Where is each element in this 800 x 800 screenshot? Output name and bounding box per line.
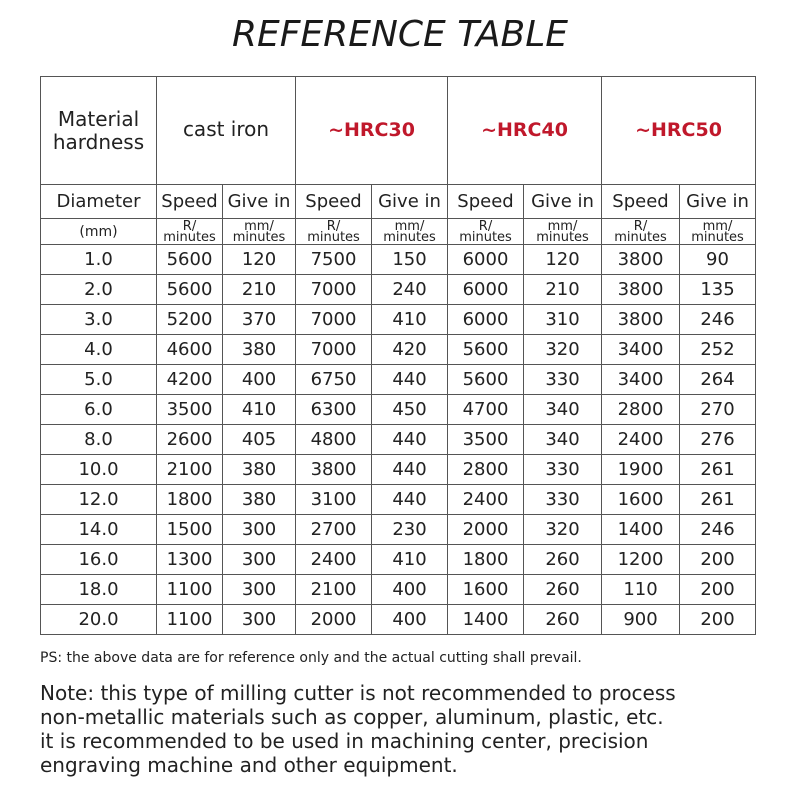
cell-cast-iron-give-in: 400 <box>223 365 296 395</box>
cell-hrc50-give-in: 246 <box>680 305 756 335</box>
give-in-header: Give in <box>372 185 448 219</box>
ps-footnote: PS: the above data are for reference only and the actual cutting shall prevail. <box>40 650 582 666</box>
table-row <box>41 605 756 635</box>
cell-hrc30-give-in: 240 <box>372 275 448 305</box>
group-header-hrc40: ~HRC40 <box>448 77 602 185</box>
cell-hrc40-speed: 2000 <box>448 515 524 545</box>
cell-diameter: 1.0 <box>41 245 157 275</box>
cell-hrc40-give-in: 120 <box>524 245 602 275</box>
cell-hrc30-give-in: 420 <box>372 335 448 365</box>
cell-diameter: 12.0 <box>41 485 157 515</box>
cell-hrc40-give-in: 260 <box>524 605 602 635</box>
cell-cast-iron-give-in: 300 <box>223 515 296 545</box>
cell-hrc30-give-in: 450 <box>372 395 448 425</box>
cell-hrc50-give-in: 276 <box>680 425 756 455</box>
cell-hrc40-give-in: 330 <box>524 485 602 515</box>
table-row <box>41 305 756 335</box>
cell-diameter: 5.0 <box>41 365 157 395</box>
cell-cast-iron-speed: 3500 <box>157 395 223 425</box>
give-in-header: Give in <box>524 185 602 219</box>
table-row <box>41 425 756 455</box>
reference-table <box>40 76 756 635</box>
table-header-row <box>41 77 756 185</box>
cell-hrc30-speed: 2400 <box>296 545 372 575</box>
give-in-unit: mm/ minutes <box>223 219 296 245</box>
cell-hrc30-give-in: 410 <box>372 305 448 335</box>
cell-hrc50-give-in: 252 <box>680 335 756 365</box>
cell-hrc40-speed: 1600 <box>448 575 524 605</box>
page-title: REFERENCE TABLE <box>231 14 569 55</box>
cell-hrc50-speed: 900 <box>602 605 680 635</box>
cell-hrc30-give-in: 440 <box>372 455 448 485</box>
cell-hrc30-give-in: 440 <box>372 365 448 395</box>
speed-header: Speed <box>602 185 680 219</box>
table-unit-row <box>41 219 756 245</box>
cell-cast-iron-speed: 1100 <box>157 575 223 605</box>
cell-hrc50-speed: 3800 <box>602 305 680 335</box>
cell-hrc30-speed: 3100 <box>296 485 372 515</box>
note-paragraph <box>40 681 780 777</box>
cell-hrc50-speed: 1900 <box>602 455 680 485</box>
cell-hrc40-give-in: 260 <box>524 545 602 575</box>
cell-hrc30-give-in: 440 <box>372 425 448 455</box>
cell-hrc30-give-in: 150 <box>372 245 448 275</box>
cell-hrc50-speed: 3400 <box>602 335 680 365</box>
cell-diameter: 3.0 <box>41 305 157 335</box>
cell-diameter: 2.0 <box>41 275 157 305</box>
table-subheader-row <box>41 185 756 219</box>
cell-hrc30-give-in: 400 <box>372 605 448 635</box>
cell-cast-iron-speed: 2600 <box>157 425 223 455</box>
cell-hrc40-give-in: 340 <box>524 395 602 425</box>
cell-cast-iron-give-in: 120 <box>223 245 296 275</box>
cell-hrc30-speed: 6300 <box>296 395 372 425</box>
cell-hrc50-give-in: 200 <box>680 575 756 605</box>
cell-hrc50-give-in: 200 <box>680 545 756 575</box>
cell-hrc40-give-in: 320 <box>524 515 602 545</box>
cell-diameter: 18.0 <box>41 575 157 605</box>
cell-cast-iron-give-in: 210 <box>223 275 296 305</box>
group-header-cast-iron: cast iron <box>157 77 296 185</box>
cell-hrc40-give-in: 320 <box>524 335 602 365</box>
cell-hrc30-speed: 7500 <box>296 245 372 275</box>
cell-cast-iron-give-in: 405 <box>223 425 296 455</box>
note-line: it is recommended to be used in machining center, precision <box>40 729 649 753</box>
cell-cast-iron-give-in: 380 <box>223 485 296 515</box>
give-in-header: Give in <box>680 185 756 219</box>
cell-hrc50-speed: 1600 <box>602 485 680 515</box>
cell-hrc40-speed: 2400 <box>448 485 524 515</box>
speed-header: Speed <box>157 185 223 219</box>
cell-cast-iron-give-in: 380 <box>223 335 296 365</box>
table-row <box>41 365 756 395</box>
note-line: Note: this type of milling cutter is not recommended to process <box>40 681 676 705</box>
note-line: non-metallic materials such as copper, aluminum, plastic, etc. <box>40 705 664 729</box>
cell-hrc50-give-in: 261 <box>680 455 756 485</box>
cell-hrc30-give-in: 440 <box>372 485 448 515</box>
cell-hrc40-give-in: 210 <box>524 275 602 305</box>
table-row <box>41 455 756 485</box>
group-header-hrc50: ~HRC50 <box>602 77 756 185</box>
cell-cast-iron-give-in: 380 <box>223 455 296 485</box>
speed-unit: R/ minutes <box>448 219 524 245</box>
cell-hrc30-speed: 2700 <box>296 515 372 545</box>
cell-hrc40-give-in: 330 <box>524 455 602 485</box>
cell-hrc50-speed: 2800 <box>602 395 680 425</box>
cell-cast-iron-speed: 4600 <box>157 335 223 365</box>
cell-hrc30-give-in: 230 <box>372 515 448 545</box>
cell-hrc40-speed: 5600 <box>448 335 524 365</box>
cell-hrc50-give-in: 270 <box>680 395 756 425</box>
table-row <box>41 395 756 425</box>
cell-hrc50-speed: 1400 <box>602 515 680 545</box>
speed-unit: R/ minutes <box>296 219 372 245</box>
cell-hrc50-give-in: 261 <box>680 485 756 515</box>
cell-hrc30-speed: 2000 <box>296 605 372 635</box>
cell-cast-iron-speed: 4200 <box>157 365 223 395</box>
cell-hrc50-speed: 110 <box>602 575 680 605</box>
cell-cast-iron-give-in: 300 <box>223 575 296 605</box>
cell-hrc40-speed: 1400 <box>448 605 524 635</box>
table-row <box>41 485 756 515</box>
cell-hrc50-give-in: 200 <box>680 605 756 635</box>
give-in-unit: mm/ minutes <box>680 219 756 245</box>
cell-hrc30-speed: 6750 <box>296 365 372 395</box>
cell-hrc40-give-in: 260 <box>524 575 602 605</box>
cell-diameter: 14.0 <box>41 515 157 545</box>
cell-cast-iron-speed: 5600 <box>157 245 223 275</box>
give-in-header: Give in <box>223 185 296 219</box>
cell-hrc40-speed: 2800 <box>448 455 524 485</box>
cell-cast-iron-give-in: 300 <box>223 605 296 635</box>
cell-hrc40-give-in: 330 <box>524 365 602 395</box>
table-row <box>41 515 756 545</box>
hardness-label: hardness <box>52 129 145 154</box>
cell-hrc50-speed: 2400 <box>602 425 680 455</box>
cell-hrc30-speed: 4800 <box>296 425 372 455</box>
cell-hrc40-speed: 6000 <box>448 245 524 275</box>
cell-hrc30-speed: 2100 <box>296 575 372 605</box>
cell-hrc40-speed: 5600 <box>448 365 524 395</box>
cell-cast-iron-speed: 5200 <box>157 305 223 335</box>
cell-hrc30-speed: 3800 <box>296 455 372 485</box>
cell-hrc40-speed: 1800 <box>448 545 524 575</box>
give-in-unit: mm/ minutes <box>372 219 448 245</box>
table-row <box>41 545 756 575</box>
cell-cast-iron-speed: 1100 <box>157 605 223 635</box>
cell-cast-iron-give-in: 300 <box>223 545 296 575</box>
cell-cast-iron-speed: 1500 <box>157 515 223 545</box>
cell-hrc50-speed: 3800 <box>602 245 680 275</box>
cell-diameter: 4.0 <box>41 335 157 365</box>
cell-cast-iron-speed: 1800 <box>157 485 223 515</box>
cell-hrc50-speed: 3800 <box>602 275 680 305</box>
cell-hrc50-give-in: 135 <box>680 275 756 305</box>
cell-hrc40-give-in: 310 <box>524 305 602 335</box>
speed-header: Speed <box>448 185 524 219</box>
material-label: Material <box>57 106 140 131</box>
table-row <box>41 245 756 275</box>
table-row <box>41 275 756 305</box>
cell-hrc50-give-in: 90 <box>680 245 756 275</box>
cell-diameter: 10.0 <box>41 455 157 485</box>
cell-diameter: 20.0 <box>41 605 157 635</box>
cell-cast-iron-speed: 1300 <box>157 545 223 575</box>
cell-hrc40-speed: 6000 <box>448 305 524 335</box>
cell-hrc30-speed: 7000 <box>296 335 372 365</box>
cell-hrc40-give-in: 340 <box>524 425 602 455</box>
cell-hrc30-speed: 7000 <box>296 275 372 305</box>
cell-diameter: 16.0 <box>41 545 157 575</box>
cell-hrc50-speed: 1200 <box>602 545 680 575</box>
cell-hrc50-give-in: 264 <box>680 365 756 395</box>
cell-cast-iron-speed: 5600 <box>157 275 223 305</box>
cell-cast-iron-give-in: 370 <box>223 305 296 335</box>
cell-cast-iron-speed: 2100 <box>157 455 223 485</box>
give-in-unit: mm/ minutes <box>524 219 602 245</box>
speed-unit: R/ minutes <box>157 219 223 245</box>
cell-hrc40-speed: 6000 <box>448 275 524 305</box>
table-row <box>41 575 756 605</box>
cell-diameter: 8.0 <box>41 425 157 455</box>
group-header-hrc30: ~HRC30 <box>296 77 448 185</box>
speed-header: Speed <box>296 185 372 219</box>
table-row <box>41 335 756 365</box>
cell-hrc50-give-in: 246 <box>680 515 756 545</box>
cell-hrc30-speed: 7000 <box>296 305 372 335</box>
cell-hrc40-speed: 3500 <box>448 425 524 455</box>
cell-hrc30-give-in: 410 <box>372 545 448 575</box>
diameter-header: Diameter <box>41 185 157 219</box>
cell-hrc30-give-in: 400 <box>372 575 448 605</box>
speed-unit: R/ minutes <box>602 219 680 245</box>
diameter-unit: (mm) <box>41 219 157 245</box>
note-line: engraving machine and other equipment. <box>40 753 458 777</box>
cell-hrc50-speed: 3400 <box>602 365 680 395</box>
cell-diameter: 6.0 <box>41 395 157 425</box>
cell-hrc40-speed: 4700 <box>448 395 524 425</box>
material-hardness-header <box>41 77 157 185</box>
cell-cast-iron-give-in: 410 <box>223 395 296 425</box>
